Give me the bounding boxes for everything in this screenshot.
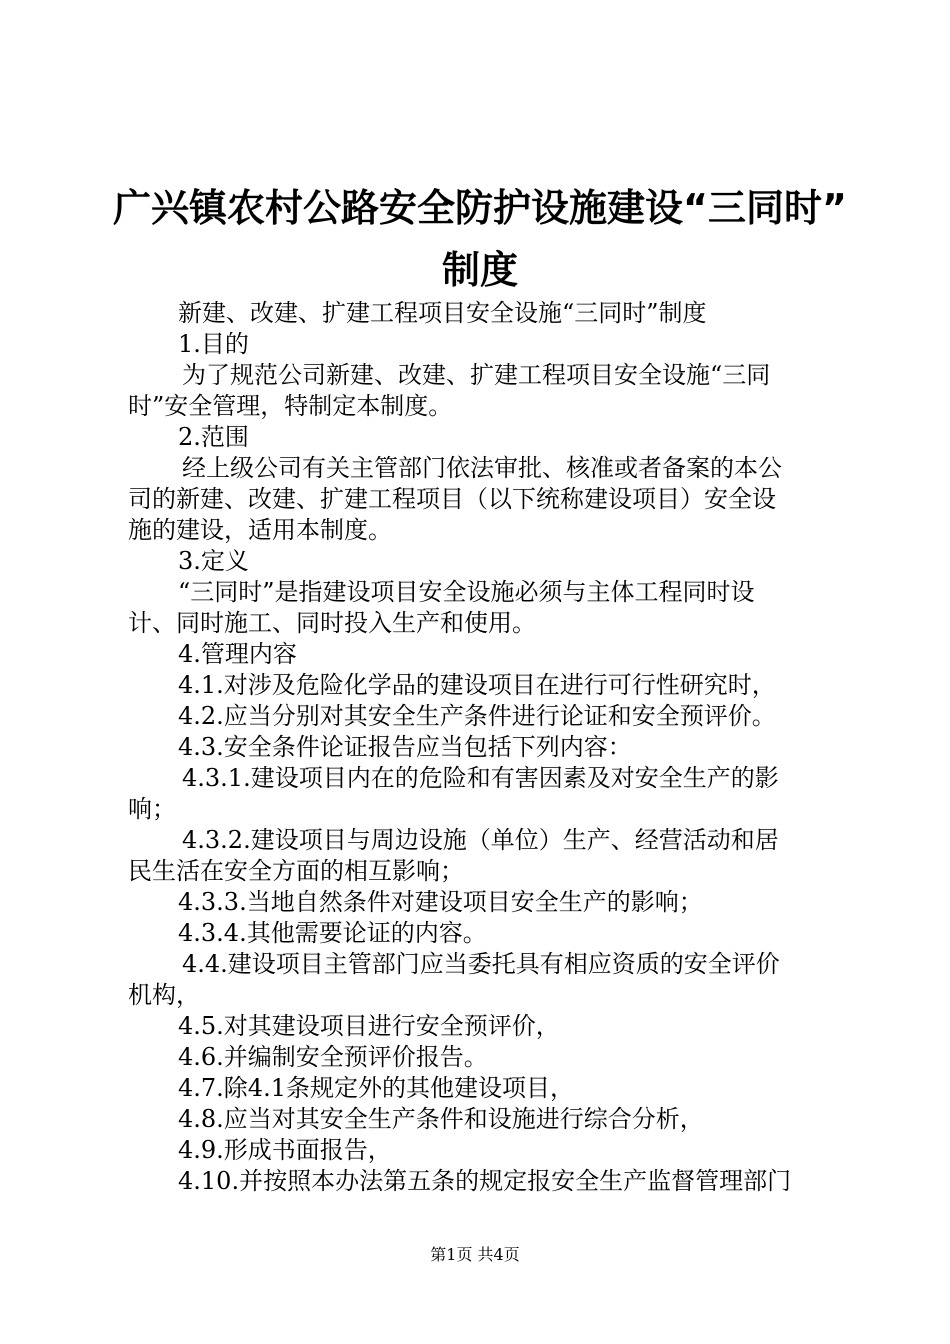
text-line: 经上级公司有关主管部门依法审批、核准或者备案的本公	[182, 454, 782, 482]
text-line: 4.9.形成书面报告，	[178, 1136, 392, 1164]
text-line: 4.3.1.建设项目内在的危险和有害因素及对安全生产的影	[182, 764, 779, 792]
text-line: 机构，	[128, 981, 200, 1009]
text-line: 新建、改建、扩建工程项目安全设施“三同时”制度	[178, 299, 707, 327]
text-line: 民生活在安全方面的相互影响；	[128, 857, 464, 885]
text-line: 4.3.4.其他需要论证的内容。	[178, 919, 487, 947]
text-line: 4.管理内容	[178, 640, 297, 668]
text-line: 4.3.3.当地自然条件对建设项目安全生产的影响；	[178, 888, 703, 916]
text-line: 4.3.2.建设项目与周边设施（单位）生产、经营活动和居	[182, 826, 779, 854]
text-line: 4.8.应当对其安全生产条件和设施进行综合分析，	[178, 1105, 704, 1133]
text-line: 4.2.应当分别对其安全生产条件进行论证和安全预评价。	[178, 702, 776, 730]
text-line: 3.定义	[178, 547, 249, 575]
text-line: 响；	[128, 795, 176, 823]
document-title-line-1: 广兴镇农村公路安全防护设施建设“三同时”	[113, 186, 847, 230]
text-line: 司的新建、改建、扩建工程项目（以下统称建设项目）安全设	[128, 485, 776, 513]
text-line: “三同时”是指建设项目安全设施必须与主体工程同时设	[178, 578, 755, 606]
document-title-line-2: 制度	[441, 248, 518, 292]
text-line: 1.目的	[178, 330, 249, 358]
document-body	[128, 298, 834, 1197]
text-line: 2.范围	[178, 423, 249, 451]
text-line: 4.1.对涉及危险化学品的建设项目在进行可行性研究时，	[178, 671, 776, 699]
text-line: 施的建设，适用本制度。	[128, 516, 392, 544]
text-line: 时”安全管理，特制定本制度。	[128, 392, 453, 420]
text-line: 4.7.除4.1条规定外的其他建设项目，	[178, 1074, 574, 1102]
text-line: 4.3.安全条件论证报告应当包括下列内容：	[178, 733, 632, 761]
text-line: 4.4.建设项目主管部门应当委托具有相应资质的安全评价	[182, 950, 780, 978]
text-line: 4.5.对其建设项目进行安全预评价，	[178, 1012, 560, 1040]
text-line: 为了规范公司新建、改建、扩建工程项目安全设施“三同	[182, 361, 771, 389]
page-number-footer: 第1页 共4页	[430, 1245, 520, 1264]
text-line: 计、同时施工、同时投入生产和使用。	[128, 609, 536, 637]
text-line: 4.10.并按照本办法第五条的规定报安全生产监督管理部门	[178, 1167, 792, 1195]
text-line: 4.6.并编制安全预评价报告。	[178, 1043, 488, 1071]
